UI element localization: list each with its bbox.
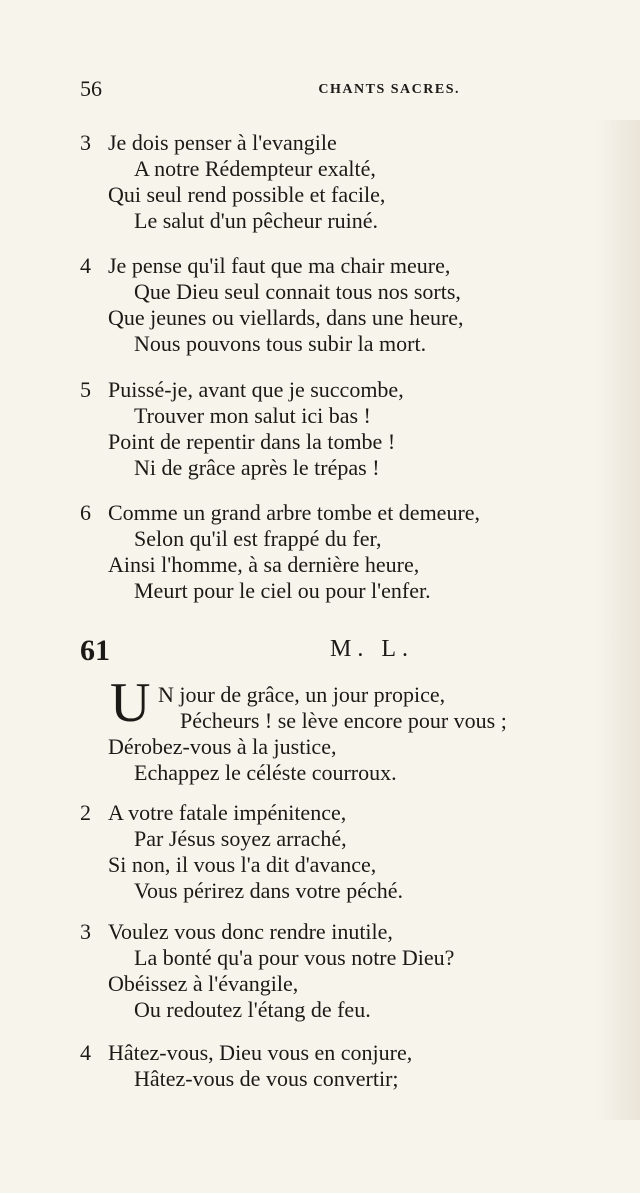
verse-line: Si non, il vous l'a dit d'avance, (108, 852, 377, 877)
verse-line: Echappez le céléste courroux. (134, 760, 397, 785)
drop-cap: U (110, 672, 151, 734)
verse-line: Je pense qu'il faut que ma chair meure, (108, 253, 451, 278)
verse-line: Point de repentir dans la tombe ! (108, 429, 396, 454)
verse-line: Obéissez à l'évangile, (108, 971, 299, 996)
verse-line: Hâtez-vous, Dieu vous en conjure, (108, 1040, 413, 1065)
verse-line: Trouver mon salut ici bas ! (134, 403, 371, 428)
stanza-number: 3 (80, 919, 91, 944)
stanza-number: 2 (80, 800, 91, 825)
verse-line: Ou redoutez l'étang de feu. (134, 997, 371, 1022)
verse-line: Que jeunes ou viellards, dans une heure, (108, 305, 464, 330)
verse-line: Puissé-je, avant que je succombe, (108, 377, 404, 402)
stanza-number: 5 (80, 377, 91, 402)
verse-line: Ainsi l'homme, à sa dernière heure, (108, 552, 420, 577)
verse-line: Selon qu'il est frappé du fer, (134, 526, 382, 551)
verse-line: Vous périrez dans votre péché. (134, 878, 403, 903)
hymn-number: 61 (80, 634, 110, 667)
page-edge-shadow (596, 120, 640, 1120)
page-number: 56 (80, 76, 102, 101)
verse-line: A notre Rédempteur exalté, (134, 156, 376, 181)
verse-line: A votre fatale impénitence, (108, 800, 347, 825)
verse-line: Que Dieu seul connait tous nos sorts, (134, 279, 461, 304)
verse-line: Je dois penser à l'evangile (108, 130, 337, 155)
verse-line: Meurt pour le ciel ou pour l'enfer. (134, 578, 431, 603)
hymn-meter: M. L. (330, 636, 414, 662)
verse-line: Hâtez-vous de vous convertir; (134, 1066, 399, 1091)
stanza-number: 6 (80, 500, 91, 525)
verse-line: Par Jésus soyez arraché, (134, 826, 347, 851)
verse-line: N jour de grâce, un jour propice, (158, 682, 446, 707)
verse-line: Nous pouvons tous subir la mort. (134, 331, 427, 356)
stanza-number: 4 (80, 1040, 91, 1065)
verse-line: Le salut d'un pêcheur ruiné. (134, 208, 379, 233)
stanza-number: 3 (80, 130, 91, 155)
verse-line: Voulez vous donc rendre inutile, (108, 919, 393, 944)
stanza-number: 4 (80, 253, 91, 278)
verse-line: Pécheurs ! se lève encore pour vous ; (180, 708, 507, 733)
running-title: CHANTS SACRES. (318, 82, 460, 97)
verse-line: Comme un grand arbre tombe et demeure, (108, 500, 481, 525)
verse-line: Dérobez-vous à la justice, (108, 734, 337, 759)
verse-line: Ni de grâce après le trépas ! (134, 455, 380, 480)
verse-line: Qui seul rend possible et facile, (108, 182, 386, 207)
verse-line: La bonté qu'a pour vous notre Dieu? (134, 945, 455, 970)
page-header (80, 76, 460, 106)
